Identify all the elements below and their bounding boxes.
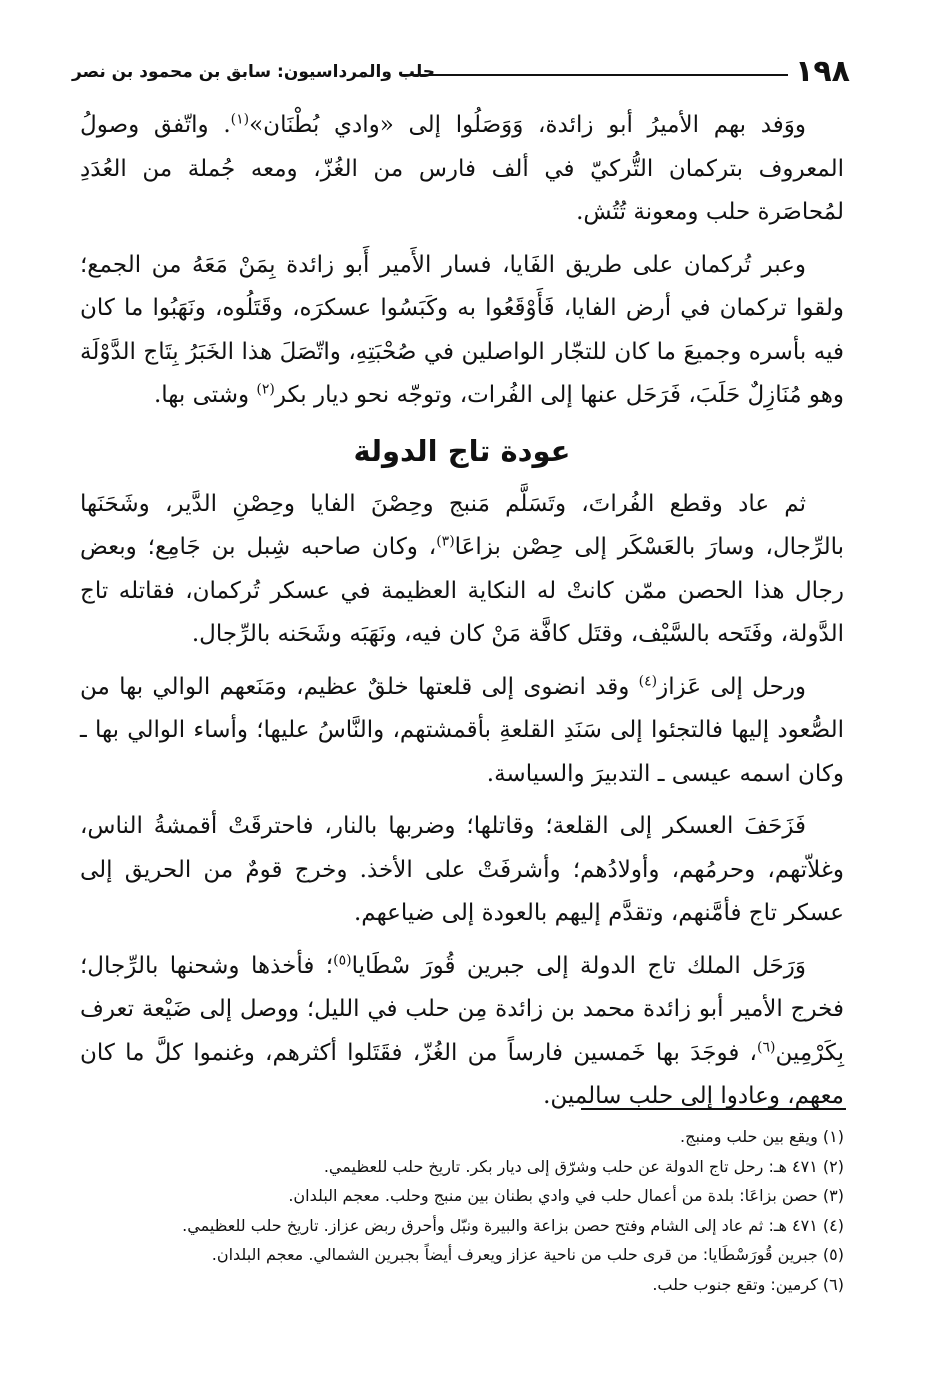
paragraph-5: فَزَحَفَ العسكر إلى القلعة؛ وقاتلها؛ وضربها بالنار، فاحترقَتْ أقمشةُ الناس، وغلاّتهم، وحرمُهم، وأولادُهم؛ وأشرفَتْ على الأخذ. وخرج قومٌ من الحريق إلى عسكر تاج فأمَّنهم، وتقدَّم إليهم بالعودة إلى ضياعهم.	[80, 813, 844, 926]
footnote-divider	[581, 1108, 846, 1110]
footnote-3: (٣) حصن بزاعَا: بلدة من أعمال حلب في وادي بطنان بين منبج وحلب. معجم البلدان.	[288, 1186, 844, 1205]
paragraph-2: وعبر تُركمان على طريق الفَايا، فسار الأَمير أَبو زائدة بِمَنْ مَعَهُ من الجمع؛ ولقوا تركمان في أرض الفايا، فَأَوْقَعُوا به وكَبَسُوا عسكرَه، وقَتَلُوه، ونَهَبُوا ما كان فيه بأسره وجميعَ ما كان للتجّار الواصلين في صُحْبَتِهِ، واتّصَلَ هذا الخَبَرُ بِتَاج الدَّوْلَة وهو مُنَازِلٌ حَلَبَ، فَرَحَل عنها إلى الفُرات، وتوجّه نحو ديار بكر$^{(٢)}$ وشتى بها.	[80, 251, 844, 408]
paragraph-4: ورحل إلى عَزاز$^{(٤)}$ وقد انضوى إلى قلعتها خلقٌ عظيم، ومَنَعهم الوالي بها من الصُّعود إليها فالتجئوا إلى سَنَدِ القلعةِ بأقمشتهم، والنَّاسُ عليها؛ وأساء الوالي بها ـ وكان اسمه عيسى ـ التدبيرَ والسياسة.	[80, 672, 844, 787]
footnote-1: (١) ويقع بين حلب ومنبج.	[680, 1127, 844, 1146]
footnote-ref-1[interactable]: (١)	[230, 111, 250, 128]
footnote-4: (٤) ٤٧١ هـ: ثم عاد إلى الشام وفتح حصن بزاعة والبيرة ونبّل وأحرق ربض عزاز. تاريخ حلب للعظيمي.	[182, 1215, 844, 1235]
main-text	[80, 104, 844, 1128]
section-heading: عودة تاج الدولة	[353, 433, 571, 468]
header-rule	[402, 74, 788, 76]
paragraph-1: ووَفد بهم الأميرُ أبو زائدة، وَوَصَلُوا إلى «وادي بُطْنَان»$^{(١)}$. واتّفق وصولُ المعروف بتركمان التُّركيّ في ألف فارس من الغُزّ، ومعه جُملة من العُدَدِ لمُحاصَرة حلب ومعونة تُتُش.	[80, 111, 844, 225]
footnote-ref-3[interactable]: (٣)	[436, 533, 455, 550]
paragraph-6: وَرَحَل الملك تاج الدولة إلى جبرين قُورَ سْطَايا$^{(٥)}$؛ فأخذها وشحنها بالرِّجال؛ فخرج الأمير أبو زائدة محمد بن زائدة مِن حلب في الليل؛ ووصل إلى ضَيْعة تعرف بِكَرْمِين$^{(٦)}$، فوجَدَ بها خَمسين فارساً من الغُزّ، فقَتَلوا أكثرهم، وغنموا كلَّ ما كان معهم، وعادوا إلى حلب سالمين.	[80, 951, 844, 1109]
footnote-6: (٦) كرمين: وتقع جنوب حلب.	[652, 1274, 844, 1294]
footnote-5: (٥) جبرين قُورَسْطَايا: من قرى حلب من ناحية عزاز ويعرف أيضاً بجبرين الشمالي. معجم البلدان.	[211, 1245, 844, 1264]
footnotes	[80, 1122, 844, 1299]
footnote-ref-6[interactable]: (٦)	[756, 1038, 776, 1055]
running-title: حلب والمرداسيون: سابق بن محمود بن نصر	[72, 62, 436, 82]
footnote-ref-2[interactable]: (٢)	[256, 381, 275, 398]
page-number: ١٩٨	[795, 54, 850, 89]
footnote-2: (٢) ٤٧١ هـ: رحل تاج الدولة عن حلب وشرّق إلى ديار بكر. تاريخ حلب للعظيمي.	[323, 1156, 844, 1176]
footnote-ref-4[interactable]: (٤)	[638, 672, 658, 689]
footnote-ref-5[interactable]: (٥)	[333, 951, 352, 968]
paragraph-3: ثم عاد وقطع الفُراتَ، وتَسَلَّم مَنبج وحِصْنَ الفايا وحِصْنِ الدَّير، وشَحَنَها بالرِّجال، وسارَ بالعَسْكَر إلى حِصْن بزاعَا$^{(٣)}$، وكان صاحبه شِبل بن جَامِع؛ وبعض رجال هذا الحصن ممّن كانتْ له النكاية العظيمة في عسكر تُركمان، فقاتله تاج الدَّولة، وفَتَحه بالسَّيْف، وقتَل كافَّة مَنْ كان فيه، ونَهَبَه وشَحَنه بالرِّجال.	[80, 490, 844, 647]
page-header	[72, 52, 850, 92]
